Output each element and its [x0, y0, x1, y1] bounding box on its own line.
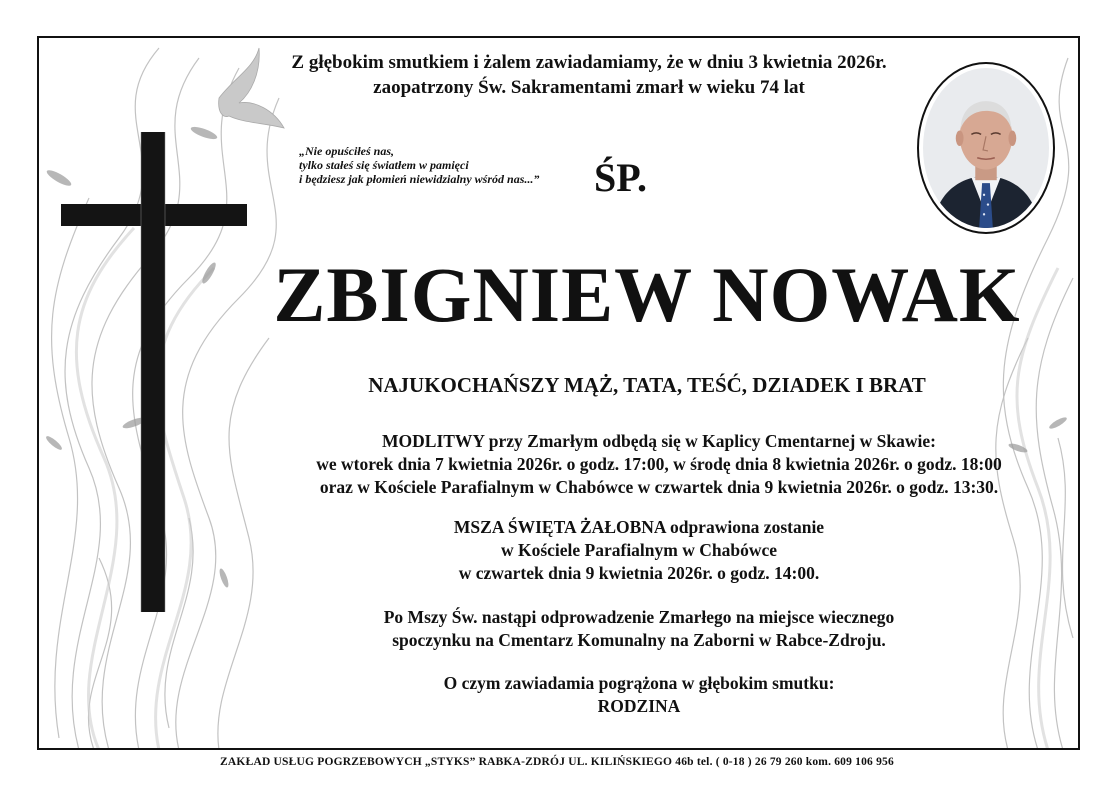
quote-line: „Nie opuściłeś nas,: [299, 144, 395, 158]
relation-line: NAJUKOCHAŃSZY MĄŻ, TATA, TEŚĆ, DZIADEK I BRAT: [368, 373, 926, 397]
deceased-name: ZBIGNIEW NOWAK: [273, 251, 1021, 338]
prayers-line: we wtorek dnia 7 kwietnia 2026r. o godz. 17:00, w środę dnia 8 kwietnia 2026r. o godz. 18:00: [316, 454, 1002, 474]
burial-section: [289, 606, 989, 652]
prayers-line: MODLITWY przy Zmarłym odbędą się w Kaplicy Cmentarnej w Skawie:: [382, 431, 936, 451]
mass-section: [289, 516, 989, 585]
prayers-line: oraz w Kościele Parafialnym w Chabówce w czwartek dnia 9 kwietnia 2026r. o godz. 13:30.: [319, 477, 999, 497]
obituary-card: [37, 36, 1080, 750]
intro-line: zaopatrzony Św. Sakramentami zmarł w wieku 74 lat: [373, 77, 805, 98]
memorial-quote: [299, 144, 539, 186]
portrait-photo: [923, 68, 1049, 228]
quote-line: i będziesz jak płomień niewidzialny wśród nas...”: [299, 172, 540, 186]
name-prefix: ŚP.: [594, 155, 648, 200]
family-signature: RODZINA: [597, 696, 681, 716]
cross-icon: [61, 132, 247, 612]
mass-line: w czwartek dnia 9 kwietnia 2026r. o godz. 14:00.: [458, 563, 820, 583]
announcement-intro: [239, 50, 939, 100]
closing-line: O czym zawiadamia pogrążona w głębokim smutku:: [443, 673, 835, 693]
mass-line: MSZA ŚWIĘTA ŻAŁOBNA odprawiona zostanie: [453, 517, 825, 537]
closing-section: [289, 672, 989, 718]
burial-line: Po Mszy Św. nastąpi odprowadzenie Zmarłego na miejsce wiecznego: [383, 607, 895, 627]
burial-line: spoczynku na Cmentarz Komunalny na Zaborni w Rabce-Zdroju.: [392, 630, 886, 650]
funeral-home-footer: ZAKŁAD USŁUG POGRZEBOWYCH „STYKS” RABKA-ZDRÓJ UL. KILIŃSKIEGO 46b tel. ( 0-18 ) 26 79 260 kom. 609 106 956: [220, 756, 894, 768]
mass-line: w Kościele Parafialnym w Chabówce: [500, 540, 778, 560]
quote-line: tylko stałeś się światłem w pamięci: [299, 158, 469, 172]
prayers-section: [239, 430, 1079, 499]
intro-line: Z głębokim smutkiem i żalem zawiadamiamy, że w dniu 3 kwietnia 2026r.: [291, 52, 887, 73]
portrait-frame: [917, 62, 1055, 234]
